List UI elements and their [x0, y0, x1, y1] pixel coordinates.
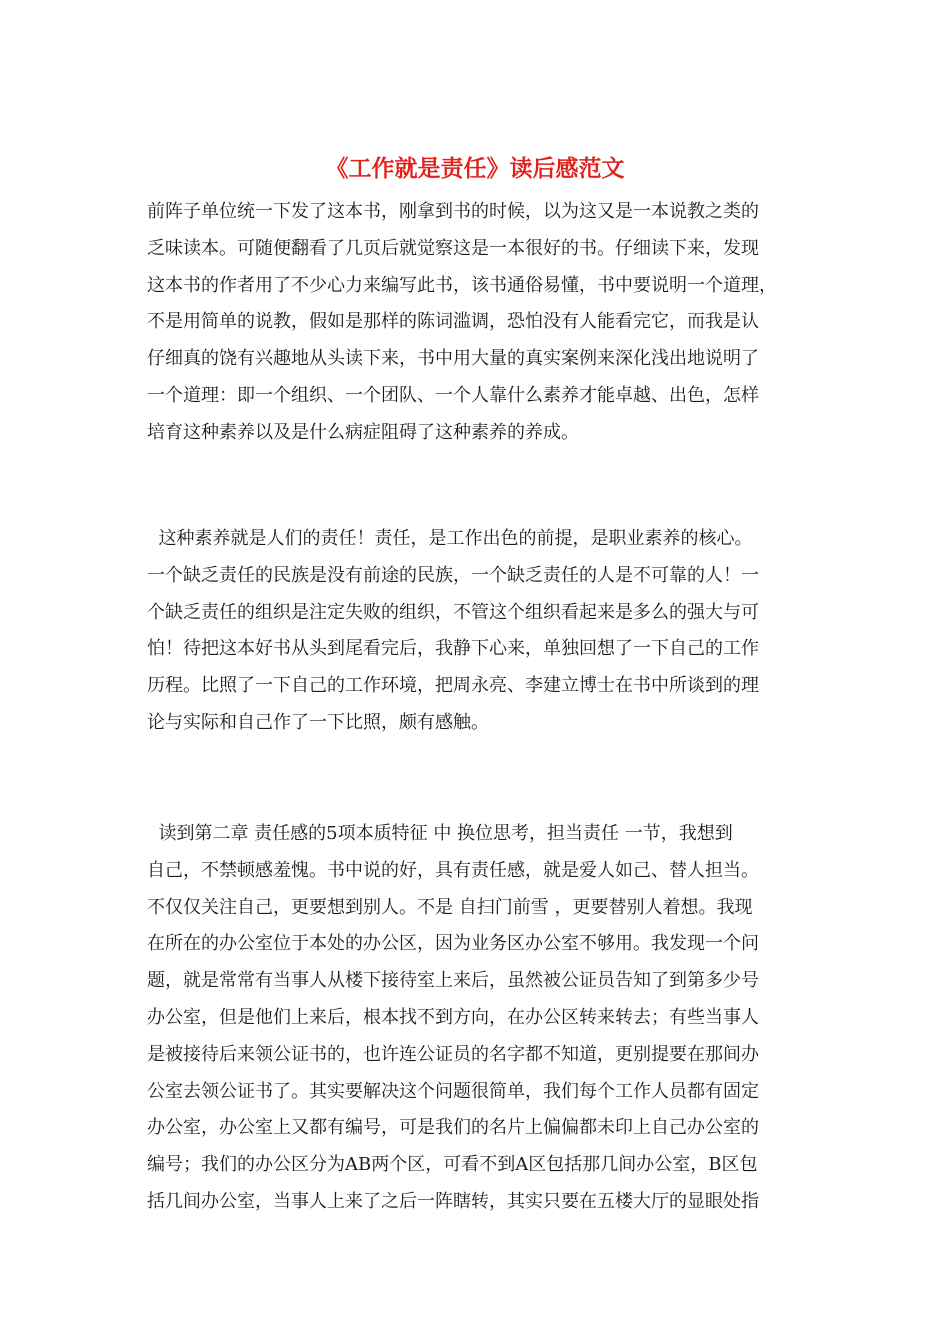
text-line: 历程。比照了一下自己的工作环境，把周永亮、李建立博士在书中所谈到的理: [147, 675, 759, 697]
text-line: 在所在的办公室位于本处的办公区，因为业务区办公室不够用。我发现一个问: [147, 933, 759, 955]
text-line: 自己，不禁顿感羞愧。书中说的好，具有责任感，就是爱人如己、替人担当。: [147, 859, 759, 881]
paragraph-3: [147, 816, 807, 1221]
text-line: 括几间办公室，当事人上来了之后一阵瞎转，其实只要在五楼大厅的显眼处指: [147, 1190, 759, 1212]
text-line: 一个缺乏责任的民族是没有前途的民族，一个缺乏责任的人是不可靠的人！一: [147, 564, 759, 586]
text-line: 不仅仅关注自己，更要想到别人。不是 自扫门前雪 ，更要替别人着想。我现: [147, 896, 753, 918]
text-line: 办公室，但是他们上来后，根本找不到方向，在办公区转来转去；有些当事人: [147, 1006, 759, 1028]
text-line: 仔细真的饶有兴趣地从头读下来，书中用大量的真实案例来深化浅出地说明了: [147, 348, 759, 370]
text-line: 培育这种素养以及是什么病症阻碍了这种素养的养成。: [147, 421, 579, 443]
text-line: 这本书的作者用了不少心力来编写此书，该书通俗易懂，书中要说明一个道理，: [147, 274, 777, 296]
text-line: 一个道理：即一个组织、一个团队、一个人靠什么素养才能卓越、出色，怎样: [147, 384, 759, 406]
text-line: 是被接待后来领公证书的，也许连公证员的名字都不知道，更别提要在那间办: [147, 1043, 759, 1065]
text-line: 读到第二章 责任感的5项本质特征 中 换位思考，担当责任 一节，我想到: [147, 823, 733, 844]
text-line: 论与实际和自己作了一下比照，颇有感触。: [147, 711, 489, 733]
text-line: 乏味读本。可随便翻看了几页后就觉察这是一本很好的书。仔细读下来，发现: [147, 237, 759, 259]
text-line: 不是用简单的说教，假如是那样的陈词滥调，恐怕没有人能看完它，而我是认: [147, 311, 759, 333]
text-line: 办公室，办公室上又都有编号，可是我们的名片上偏偏都未印上自己办公室的: [147, 1117, 759, 1139]
text-line: 前阵子单位统一下发了这本书，刚拿到书的时候，以为这又是一本说教之类的: [147, 201, 759, 222]
document-title: 《工作就是责任》读后感范文: [325, 155, 625, 182]
paragraph-1: [147, 194, 807, 452]
text-line: 编号；我们的办公区分为AB两个区，可看不到A区包括那几间办公室，B区包: [147, 1154, 758, 1176]
text-line: 公室去领公证书了。其实要解决这个问题很简单，我们每个工作人员都有固定: [147, 1080, 759, 1102]
text-line: 这种素养就是人们的责任！责任，是工作出色的前提，是职业素养的核心。: [147, 528, 753, 549]
text-line: 题，就是常常有当事人从楼下接待室上来后，虽然被公证员告知了到第多少号: [147, 970, 759, 992]
text-line: 怕！待把这本好书从头到尾看完后，我静下心来，单独回想了一下自己的工作: [147, 638, 759, 660]
paragraph-2: [147, 521, 807, 742]
text-line: 个缺乏责任的组织是注定失败的组织，不管这个组织看起来是多么的强大与可: [147, 601, 759, 623]
